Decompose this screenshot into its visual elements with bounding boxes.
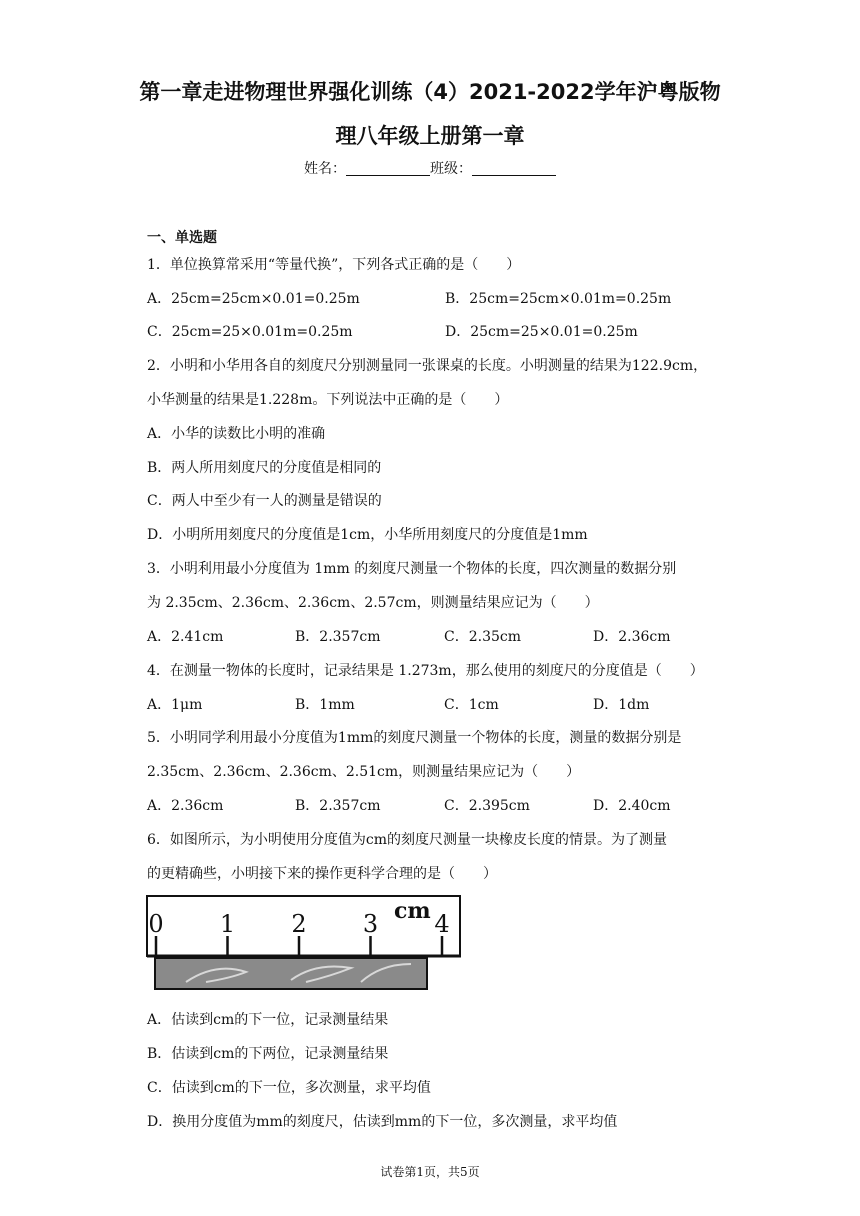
eraser [155,958,427,989]
question-3-cont: 为 2.35cm、2.36cm、2.36cm、2.57cm，则测量结果应记为（ ） [147,595,599,611]
question-2-cont: 小华测量的结果是1.228m。下列说法中正确的是（ ） [147,392,509,408]
section-heading: 一、单选题 [147,230,217,246]
q2-option-a: A．小华的读数比小明的准确 [147,426,326,442]
q2-option-c: C．两人中至少有一人的测量是错误的 [147,493,382,509]
document-title-line1: 第一章走进物理世界强化训练（4）2021-2022学年沪粤版物 [139,80,721,104]
q3-option-d: D．2.36cm [593,629,671,645]
q5-option-b: B．2.357cm [295,798,381,814]
q6-option-c: C．估读到cm的下一位，多次测量，求平均值 [147,1080,431,1096]
question-2: 2．小明和小华用各自的刻度尺分别测量同一张课桌的长度。小明测量的结果为122.9cm， [147,358,708,374]
ruler-tick-label-3: 3 [362,910,379,938]
q5-option-a: A．2.36cm [147,798,224,814]
q6-option-a: A．估读到cm的下一位，记录测量结果 [147,1012,389,1028]
class-label: 班级： [430,161,472,177]
question-4: 4．在测量一物体的长度时，记录结果是 1.273m，那么使用的刻度尺的分度值是（ ） [147,663,704,679]
ruler-tick-label-4: 4 [434,910,450,938]
q1-option-d: D．25cm=25×0.01=0.25m [445,324,638,340]
q3-option-a: A．2.41cm [147,629,224,645]
q5-option-c: C．2.395cm [444,798,530,814]
question-6: 6．如图所示，为小明使用分度值为cm的刻度尺测量一块橡皮长度的情景。为了测量 [147,832,668,848]
q4-option-c: C．1cm [444,697,499,713]
ruler-tick-label-0: 0 [148,910,164,938]
name-blank [346,161,430,176]
class-blank [472,161,556,176]
student-info [0,158,860,178]
ruler-unit-label: cm [394,898,431,924]
question-3: 3．小明利用最小分度值为 1mm 的刻度尺测量一个物体的长度，四次测量的数据分别 [147,561,677,577]
q6-option-b: B．估读到cm的下两位，记录测量结果 [147,1046,389,1062]
q4-option-a: A．1μm [147,697,203,713]
name-label: 姓名： [304,161,346,177]
document-title-line2: 理八年级上册第一章 [335,124,525,148]
q1-option-c: C．25cm=25×0.01m=0.25m [147,324,353,340]
q1-option-b: B．25cm=25cm×0.01m=0.25m [445,291,672,307]
q4-option-b: B．1mm [295,697,355,713]
q2-option-b: B．两人所用刻度尺的分度值是相同的 [147,460,382,476]
question-6-cont: 的更精确些，小明接下来的操作更科学合理的是（ ） [147,866,497,882]
page-footer: 试卷第1页，共5页 [380,1165,480,1179]
q3-option-b: B．2.357cm [295,629,381,645]
question-1: 1．单位换算常采用“等量代换”，下列各式正确的是（ ） [147,257,521,273]
ruler-figure [146,892,462,990]
q2-option-d: D．小明所用刻度尺的分度值是1cm，小华所用刻度尺的分度值是1mm [147,527,588,543]
ruler-tick-label-1: 1 [219,910,236,938]
q5-option-d: D．2.40cm [593,798,671,814]
q3-option-c: C．2.35cm [444,629,521,645]
q1-option-a: A．25cm=25cm×0.01=0.25m [147,291,360,307]
ruler-tick-label-2: 2 [291,910,307,938]
q6-option-d: D．换用分度值为mm的刻度尺，估读到mm的下一位，多次测量，求平均值 [147,1114,618,1130]
question-5: 5．小明同学利用最小分度值为1mm的刻度尺测量一个物体的长度，测量的数据分别是 [147,730,682,746]
question-5-cont: 2.35cm、2.36cm、2.36cm、2.51cm，则测量结果应记为（ ） [147,764,581,780]
q4-option-d: D．1dm [593,697,650,713]
